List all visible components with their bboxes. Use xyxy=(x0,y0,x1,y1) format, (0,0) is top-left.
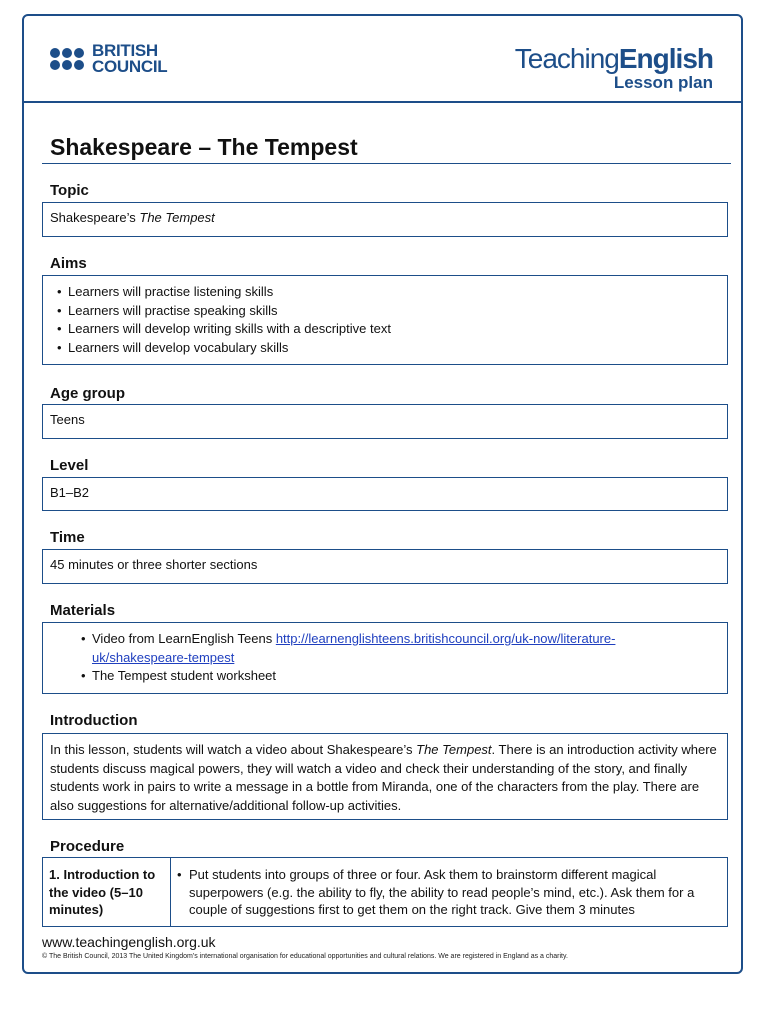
materials-item xyxy=(50,630,720,667)
introduction-text-continued: . There is an introduction activity where students discuss magical powers, they will watch a video and check their understanding of the story, and finally students work in pairs to write a message in a bottle from Miranda, one of the characters from the play. There are also suggestions for alternative/additional follow-up activities. xyxy=(50,742,717,813)
materials-box xyxy=(42,622,728,694)
aim-item: • Learners will practise listening skills xyxy=(50,283,720,302)
brand-english: English xyxy=(618,43,713,74)
teaching-english-logo xyxy=(515,44,713,92)
level-box xyxy=(42,477,728,511)
materials-item-text: Video from LearnEnglish Teens xyxy=(92,631,276,646)
introduction-box xyxy=(42,733,728,820)
procedure-step-text: • Put students into groups of three or four. Ask them to brainstorm different magical superpowers (e.g. the ability to fly, the ability to read people’s mind, etc.). Ask them for a couple of suggestions first to get them on the right track. Give them 3 minutes xyxy=(177,866,721,919)
aims-box xyxy=(42,275,728,365)
lesson-plan-subtitle: Lesson plan xyxy=(613,73,713,92)
topic-label: Topic xyxy=(50,182,89,199)
footer-url[interactable]: www.teachingenglish.org.uk xyxy=(42,934,216,950)
video-link[interactable]: http://learnenglishteens.britishcouncil.org/uk-now/literature- xyxy=(275,631,616,646)
brand-teaching: Teaching xyxy=(514,43,619,74)
procedure-step-title: 1. Introduction to the video (5–10 minutes) xyxy=(43,858,171,926)
aim-item: • Learners will develop writing skills with a descriptive text xyxy=(50,320,720,339)
logo-line-2: COUNCIL xyxy=(92,57,168,76)
procedure-table xyxy=(42,857,728,927)
procedure-step-body xyxy=(171,858,727,926)
aim-item: • Learners will develop vocabulary skills xyxy=(50,339,720,358)
time-box xyxy=(42,549,728,584)
aims-label: Aims xyxy=(50,255,87,272)
materials-item: • The Tempest student worksheet xyxy=(50,667,720,686)
materials-label: Materials xyxy=(50,602,116,619)
age-group-text: Teens xyxy=(50,412,85,427)
introduction-text: In this lesson, students will watch a video about Shakespeare’s xyxy=(50,742,417,757)
age-group-box xyxy=(42,404,728,439)
topic-box xyxy=(42,202,728,237)
topic-italic: The Tempest xyxy=(139,210,215,225)
topic-text: Shakespeare’s xyxy=(50,210,140,225)
level-label: Level xyxy=(50,457,89,474)
video-link-continued[interactable]: uk/shakespeare-tempest xyxy=(92,649,235,665)
british-council-logo xyxy=(50,43,167,75)
introduction-label: Introduction xyxy=(50,712,138,729)
header-divider xyxy=(22,101,743,103)
age-group-label: Age group xyxy=(50,385,125,402)
time-text: 45 minutes or three shorter sections xyxy=(50,557,258,572)
procedure-label: Procedure xyxy=(50,838,125,855)
aim-item: • Learners will practise speaking skills xyxy=(50,302,720,321)
title-divider xyxy=(42,163,731,164)
british-council-dots-icon xyxy=(50,48,84,70)
level-text: B1–B2 xyxy=(50,485,90,500)
footer-copyright: © The British Council, 2013 The United Kingdom’s international organisation for educational opportunities and cultural relations. We are registered in England as a charity. xyxy=(42,953,568,960)
time-label: Time xyxy=(50,529,85,546)
logo-line-1: BRITISH xyxy=(92,41,158,60)
page-title: Shakespeare – The Tempest xyxy=(50,134,358,160)
introduction-italic: The Tempest xyxy=(416,742,492,757)
